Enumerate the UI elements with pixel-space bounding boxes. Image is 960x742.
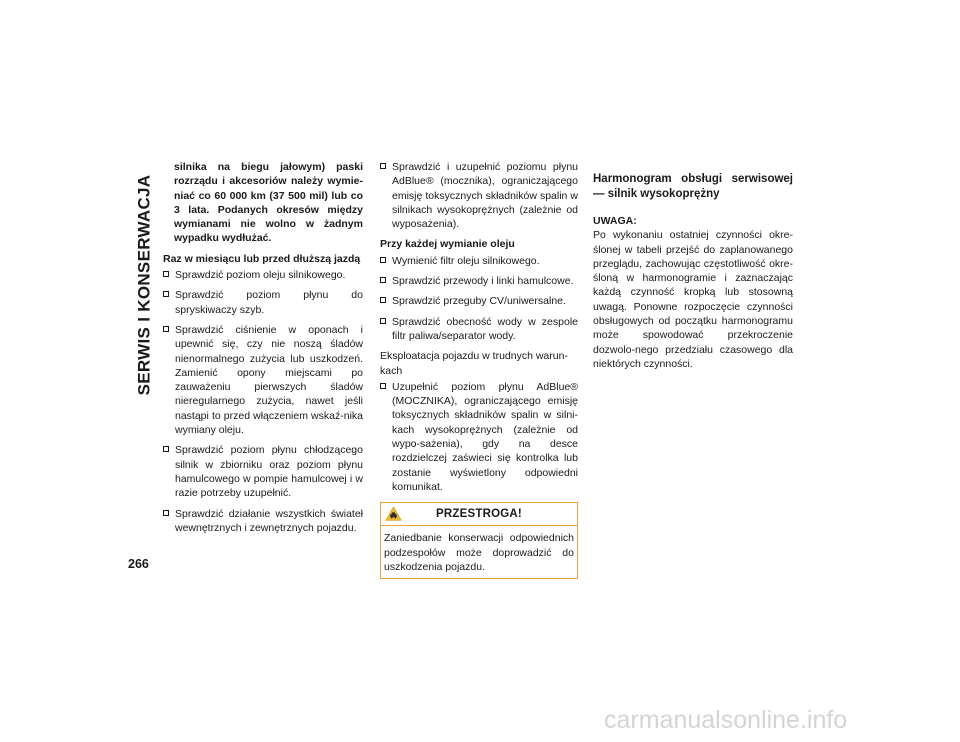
hard-conditions-list: [380, 380, 578, 494]
caution-box: [380, 502, 578, 579]
watermark: carmanualsonline.info: [604, 706, 848, 734]
list-item: Uzupełnić poziom płynu AdBlue® (MOCZNIKA), ograniczającego emisję toksycznych składników spalin w silni-kach wysokoprężnych (zależnie od wypo-sażenia), gdy na desce rozdzielczej zaświeci się kontrolka lub zostanie wyświetlony odpowiedni komunikat.: [380, 380, 578, 494]
list-item: Sprawdzić przeguby CV/uniwersalne.: [380, 294, 578, 308]
page-number: 266: [128, 557, 149, 571]
list-item: Sprawdzić i uzupełnić poziomu płynu AdBlue® (mocznika), ograniczającego emisję toksycznych składników spalin w silnikach wysokoprężnych (zależnie od wyposażenia).: [380, 160, 578, 231]
caution-text: Zaniedbanie konserwacji odpowiednich podzespołów może doprowadzić do uszkodzenia pojazdu.: [384, 532, 574, 573]
adblue-check-list: [380, 160, 578, 231]
list-item: Sprawdzić poziom płynu chłodzącego silnik w zbiorniku oraz poziom płynu hamulcowego w pompie hamulcowej i w razie potrzeby uzupełnić.: [163, 443, 363, 500]
checkbox-square-icon: [163, 271, 169, 277]
list-item: Sprawdzić poziom płynu do spryskiwaczy szyb.: [163, 288, 363, 317]
checkbox-square-icon: [163, 446, 169, 452]
checkbox-square-icon: [380, 257, 386, 263]
checkbox-square-icon: [163, 291, 169, 297]
note-label: UWAGA:: [593, 215, 637, 227]
caution-title: PRZESTROGA!: [436, 508, 522, 521]
oil-change-list: [380, 254, 578, 343]
column-right: [593, 160, 793, 371]
caution-car-icon: [385, 506, 402, 521]
hard-conditions-heading: Eksploatacja pojazdu w trudnych warun-kach: [380, 350, 568, 377]
column-middle: [380, 160, 578, 579]
checkbox-square-icon: [163, 510, 169, 516]
checkbox-square-icon: [380, 383, 386, 389]
section-title: Harmonogram obsługi serwisowej — silnik wysokoprężny: [593, 173, 793, 200]
monthly-check-heading: Raz w miesiącu lub przed dłuższą jazdą: [163, 252, 361, 265]
column-left: [163, 160, 363, 541]
list-item: Sprawdzić poziom oleju silnikowego.: [163, 268, 363, 282]
list-item: Sprawdzić działanie wszystkich świateł wewnętrznych i zewnętrznych pojazdu.: [163, 507, 363, 536]
checkbox-square-icon: [380, 163, 386, 169]
checkbox-square-icon: [380, 277, 386, 283]
section-side-tab: [131, 172, 157, 398]
list-item: Sprawdzić przewody i linki hamulcowe.: [380, 274, 578, 288]
section-side-tab-label: SERWIS I KONSERWACJA: [134, 174, 153, 396]
list-item: Wymienić filtr oleju silnikowego.: [380, 254, 578, 268]
continuation-paragraph: silnika na biegu jałowym) paski rozrządu i akcesoriów należy wymie-niać co 60 000 km (37 500 mil) lub co 3 lata. Podanych okresów między wymianami nie wolno w żadnym wypadku wydłużać.: [174, 161, 363, 245]
caution-header: [381, 503, 577, 526]
checkbox-square-icon: [163, 326, 169, 332]
note-text: Po wykonaniu ostatniej czynności okre-ślonej w tabeli przejść do zaplanowanego przeglądu, zachowując częstotliwość okre-śloną w harmonogramie i zaznaczając każdą czynność kropką lub stosowną uwagą. Ponowne rozpoczęcie czynności obsługowych od początku harmonogramu może spowodować przekroczenie dozwolo-nego przedziału czasowego dla niektórych czynności.: [593, 229, 793, 370]
checkbox-square-icon: [380, 318, 386, 324]
oil-change-heading: Przy każdej wymianie oleju: [380, 238, 515, 251]
checkbox-square-icon: [380, 297, 386, 303]
list-item: Sprawdzić ciśnienie w oponach i upewnić się, czy nie noszą śladów nienormalnego zużycia lub uszkodzeń. Zamienić opony miejscami po zauważeniu pierwszych śladów nieregularnego zużycia, nawet jeśli nastąpi to przed włączeniem wskaź-nika wymiany oleju.: [163, 323, 363, 437]
monthly-check-list: [163, 268, 363, 535]
list-item: Sprawdzić obecność wody w zespole filtr paliwa/separator wody.: [380, 315, 578, 344]
